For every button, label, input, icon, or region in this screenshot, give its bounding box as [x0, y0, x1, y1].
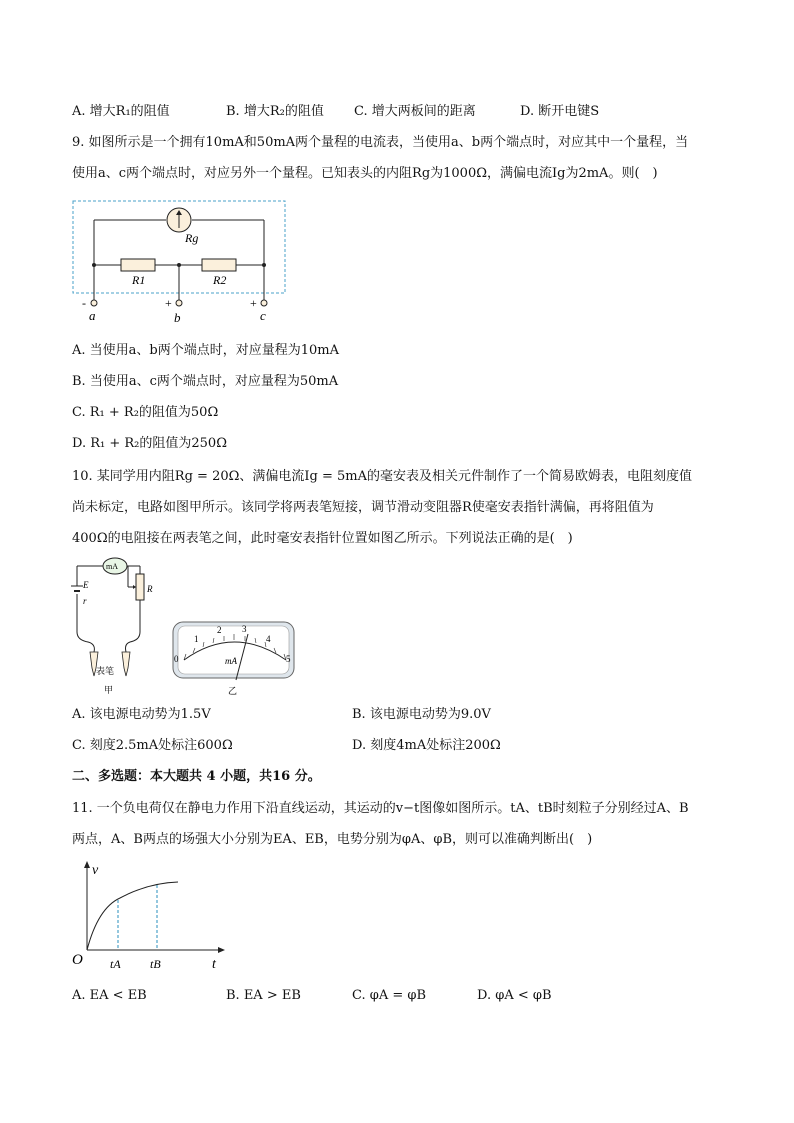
r2-label: R2	[213, 273, 227, 287]
terminal-a-sign: -	[82, 296, 86, 310]
dial-unit: mA	[225, 656, 237, 666]
q9-option-d: D. R₁ + R₂的阻值为250Ω	[72, 436, 227, 451]
dial-tick-2: 2	[217, 625, 222, 635]
dial-tick-3: 3	[242, 624, 247, 634]
q11-stem-line2: 两点，A、B两点的场强大小分别为EA、EB，电势分别为φA、φB，则可以准确判断出( )	[72, 832, 593, 847]
q11-option-d: D. φA < φB	[477, 988, 552, 1003]
fig-b-caption: 乙	[228, 686, 238, 696]
q10-meter-dial	[170, 620, 298, 698]
q9-option-b: B. 当使用a、c两个端点时，对应量程为50mA	[72, 374, 339, 389]
origin-label: O	[72, 952, 83, 968]
terminal-c-sign: +	[250, 296, 257, 310]
q11-option-c: C. φA = φB	[352, 988, 427, 1003]
q9-option-a: A. 当使用a、b两个端点时，对应量程为10mA	[72, 343, 339, 358]
fig-a-caption: 甲	[104, 685, 114, 695]
q9-stem-line2: 使用a、c两个端点时，对应另外一个量程。已知表头的内阻Rg为1000Ω，满偏电流Ig为2mA。则( )	[72, 166, 658, 181]
section-heading-multiple-choice: 二、多选题：本大题共 4 小题，共16 分。	[72, 769, 321, 784]
q10-stem-line1: 10. 某同学用内阻Rg = 20Ω、满偏电流Ig = 5mA的毫安表及相关元件制作了一个简易欧姆表，电阻刻度值	[72, 469, 692, 484]
vt-curve	[87, 882, 178, 950]
ta-label: tA	[110, 957, 121, 971]
q10-option-a: A. 该电源电动势为1.5V	[72, 707, 211, 722]
terminal-a-label: a	[89, 308, 96, 323]
q10-option-d: D. 刻度4mA处标注200Ω	[352, 738, 501, 753]
q9-option-c: C. R₁ + R₂的阻值为50Ω	[72, 405, 219, 420]
q10-ohmmeter-circuit	[70, 556, 162, 698]
q8-option-d: D. 断开电键S	[520, 104, 600, 119]
q8-option-b: B. 增大R₂的阻值	[226, 104, 324, 119]
ma-meter-label: mA	[106, 562, 118, 571]
dial-tick-5: 5	[286, 654, 291, 664]
emf-label: E	[83, 580, 89, 590]
internal-resistance-label: r	[83, 596, 87, 606]
terminal-b-sign: +	[165, 296, 172, 310]
q10-stem-line3: 400Ω的电阻接在两表笔之间，此时毫安表指针位置如图乙所示。下列说法正确的是( )	[72, 531, 573, 546]
q11-vt-graph	[70, 858, 230, 974]
q10-option-b: B. 该电源电动势为9.0V	[352, 707, 491, 722]
v-axis-label: v	[92, 863, 99, 878]
dial-tick-4: 4	[266, 634, 271, 644]
q11-option-b: B. EA > EB	[226, 988, 301, 1003]
q8-option-c: C. 增大两板间的距离	[354, 104, 476, 119]
q10-option-c: C. 刻度2.5mA处标注600Ω	[72, 738, 233, 753]
r1-label: R1	[132, 273, 146, 287]
rheostat-label: R	[147, 584, 153, 594]
q11-option-a: A. EA < EB	[72, 988, 147, 1003]
tb-label: tB	[150, 957, 161, 971]
probes-label: 表笔	[96, 666, 115, 676]
terminal-c-label: c	[260, 308, 266, 323]
q9-stem-line1: 9. 如图所示是一个拥有10mA和50mA两个量程的电流表，当使用a、b两个端点时，对应其中一个量程，当	[72, 135, 689, 150]
q11-stem-line1: 11. 一个负电荷仅在静电力作用下沿直线运动，其运动的v−t图像如图所示。tA、tB时刻粒子分别经过A、B	[72, 801, 689, 816]
dial-tick-1: 1	[194, 634, 199, 644]
q8-option-a: A. 增大R₁的阻值	[72, 104, 170, 119]
dial-tick-0: 0	[174, 654, 179, 664]
q9-circuit-diagram	[72, 198, 288, 326]
t-axis-label: t	[212, 957, 216, 972]
q10-stem-line2: 尚未标定，电路如图甲所示。该同学将两表笔短接，调节滑动变阻器R使毫安表指针满偏，再将阻值为	[72, 500, 654, 515]
terminal-b-label: b	[174, 310, 181, 325]
rg-label: Rg	[185, 231, 199, 245]
